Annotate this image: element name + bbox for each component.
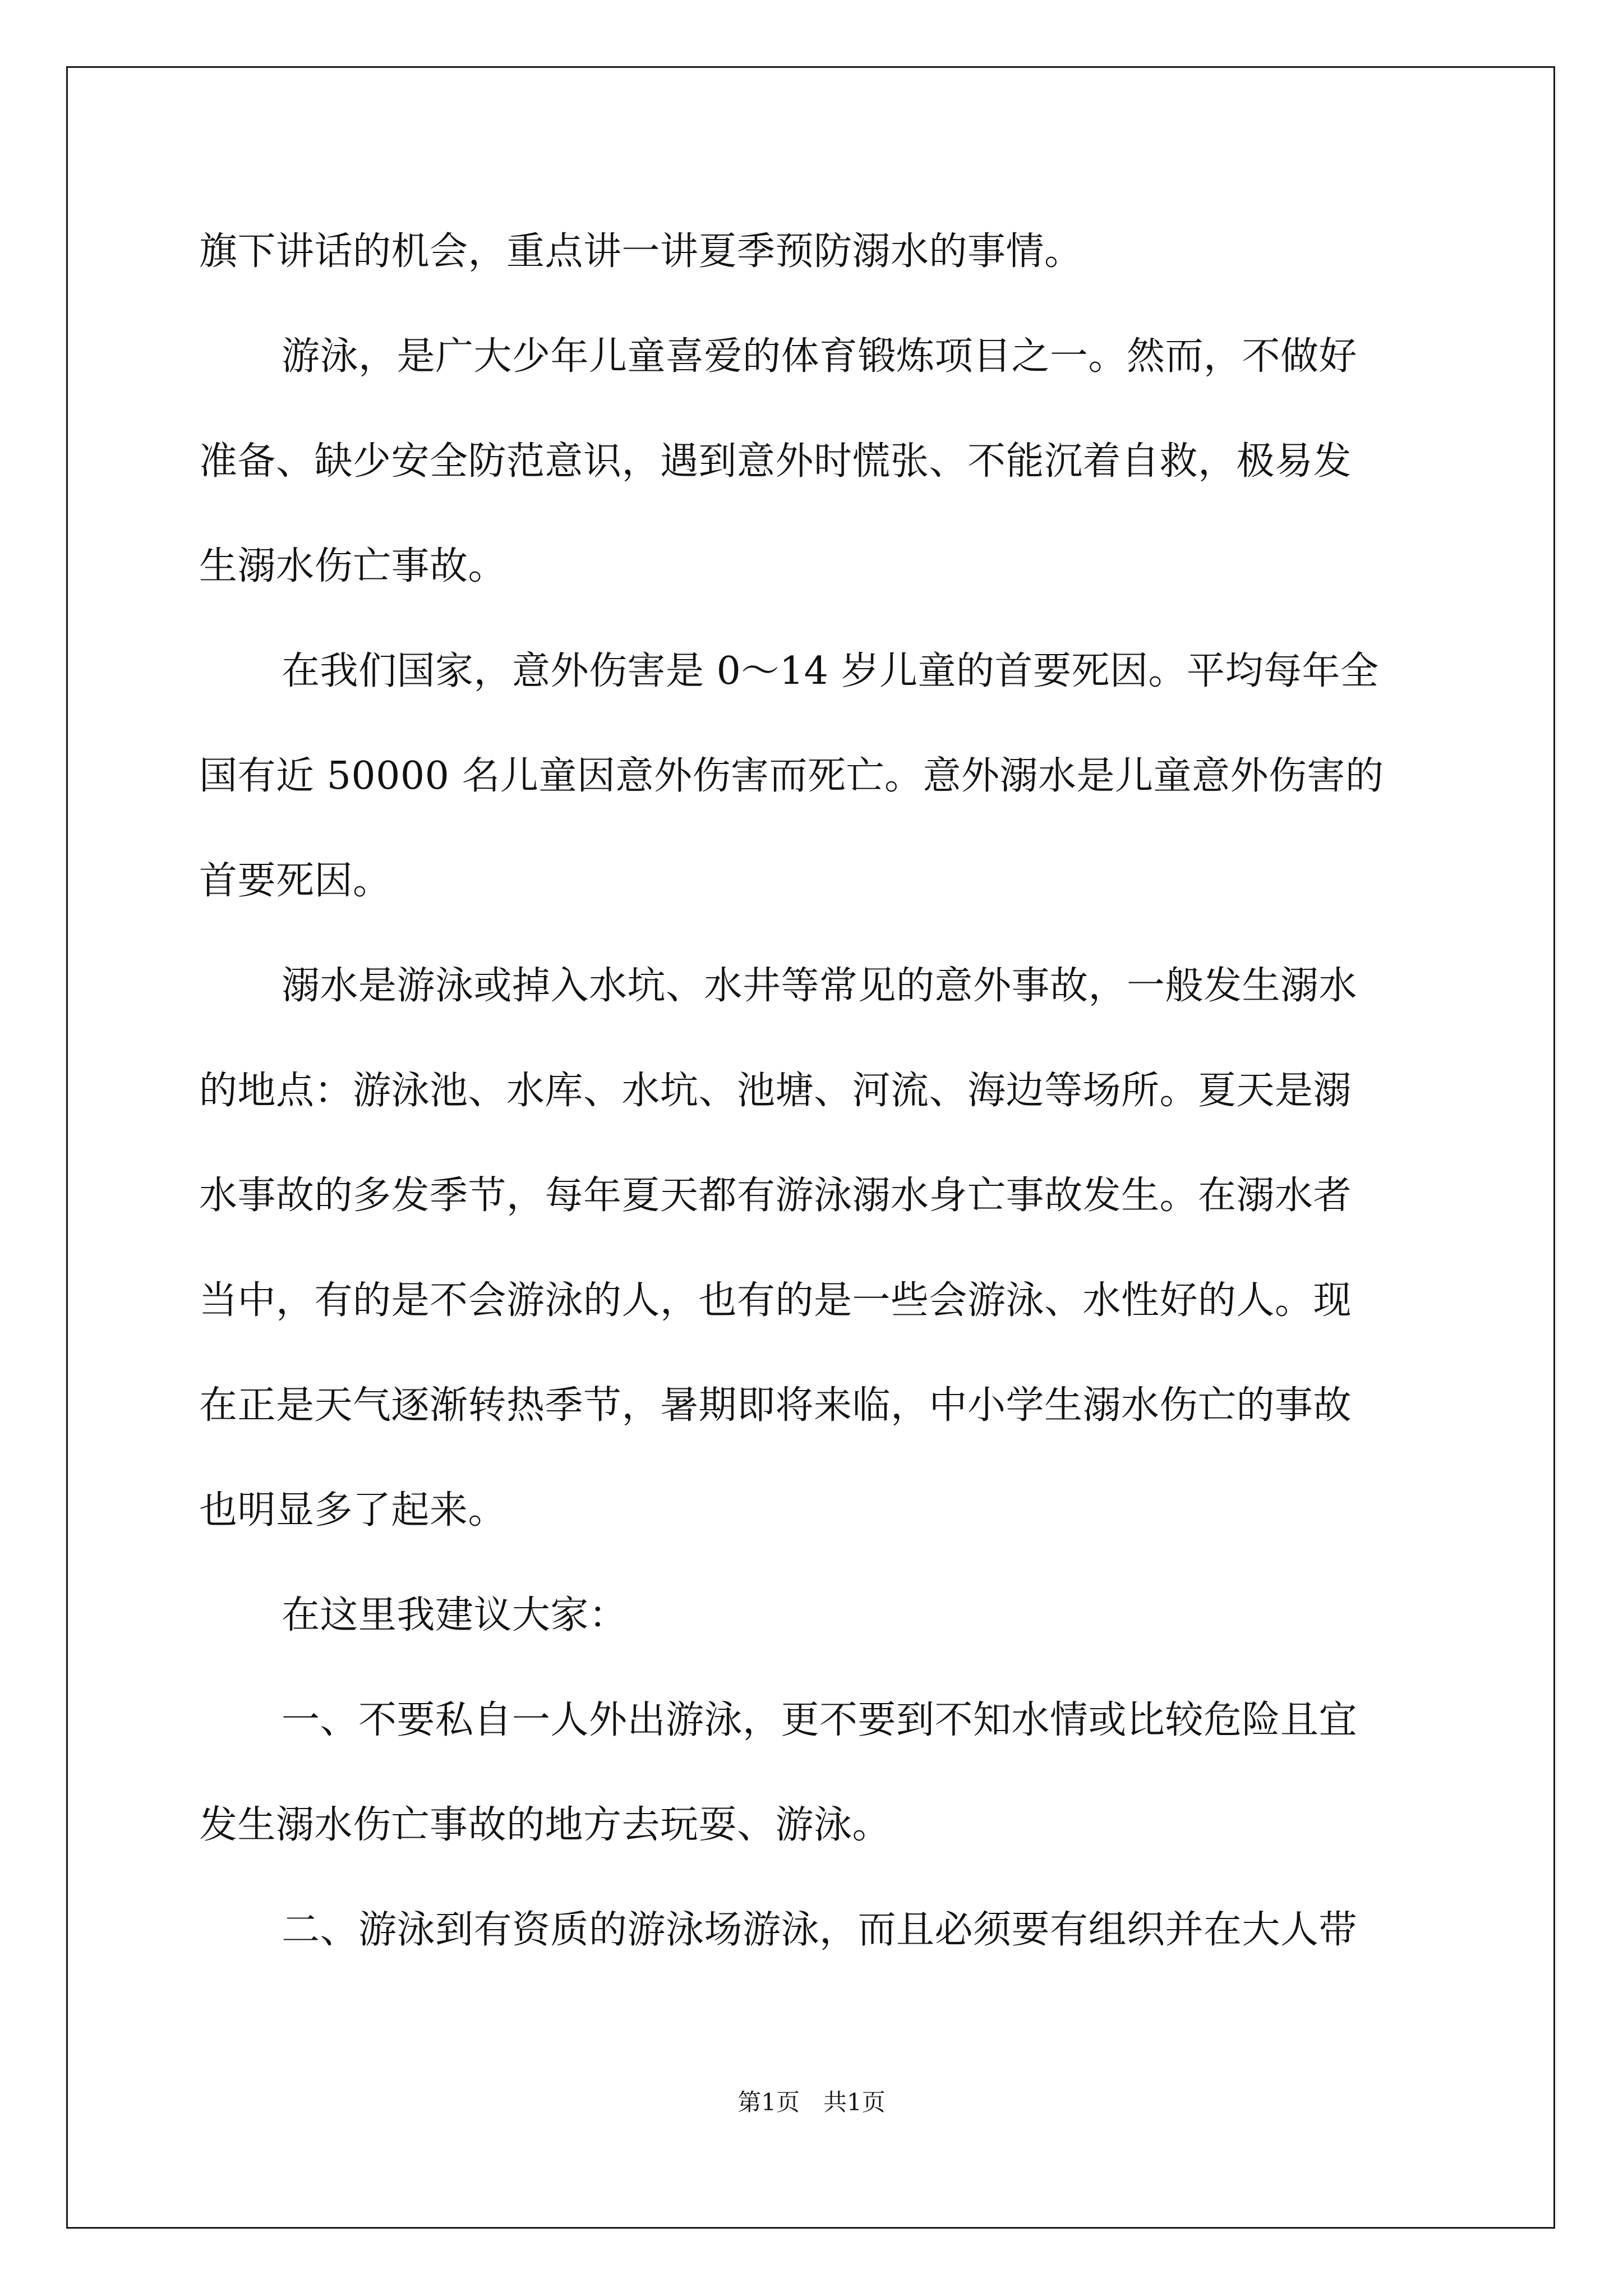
text-line: 国有近 50000 名儿童因意外伤害而死亡。意外溺水是儿童意外伤害的: [199, 754, 1384, 798]
text-line: 在正是天气逐渐转热季节，暑期即将来临，中小学生溺水伤亡的事故: [199, 1383, 1352, 1428]
text-line: 在这里我建议大家：: [282, 1593, 628, 1637]
text-line: 在我们国家，意外伤害是 0～14 岁儿童的首要死因。平均每年全: [282, 649, 1379, 693]
page-footer: 第1页 共1页: [737, 2088, 886, 2116]
text-line: 旗下讲话的机会，重点讲一讲夏季预防溺水的事情。: [199, 229, 1083, 274]
text-line: 水事故的多发季节，每年夏天都有游泳溺水身亡事故发生。在溺水者: [199, 1174, 1352, 1218]
text-line: 的地点：游泳池、水库、水坑、池塘、河流、海边等场所。夏天是溺: [199, 1069, 1352, 1113]
text-line: 游泳，是广大少年儿童喜爱的体育锻炼项目之一。然而，不做好: [282, 334, 1358, 379]
text-line: 发生溺水伤亡事故的地方去玩耍、游泳。: [199, 1803, 891, 1847]
text-line: 溺水是游泳或掉入水坑、水井等常见的意外事故，一般发生溺水: [282, 964, 1358, 1008]
document-body: [199, 199, 1433, 1982]
text-line: 首要死因。: [199, 859, 391, 903]
text-line: 生溺水伤亡事故。: [199, 544, 507, 588]
text-line: 当中，有的是不会游泳的人，也有的是一些会游泳、水性好的人。现: [199, 1278, 1352, 1323]
text-line: 一、不要私自一人外出游泳，更不要到不知水情或比较危险且宜: [282, 1698, 1358, 1742]
text-line: 准备、缺少安全防范意识，遇到意外时慌张、不能沉着自救，极易发: [199, 439, 1352, 484]
text-line: 也明显多了起来。: [199, 1488, 507, 1533]
text-line: 二、游泳到有资质的游泳场游泳，而且必须要有组织并在大人带: [282, 1908, 1358, 1952]
